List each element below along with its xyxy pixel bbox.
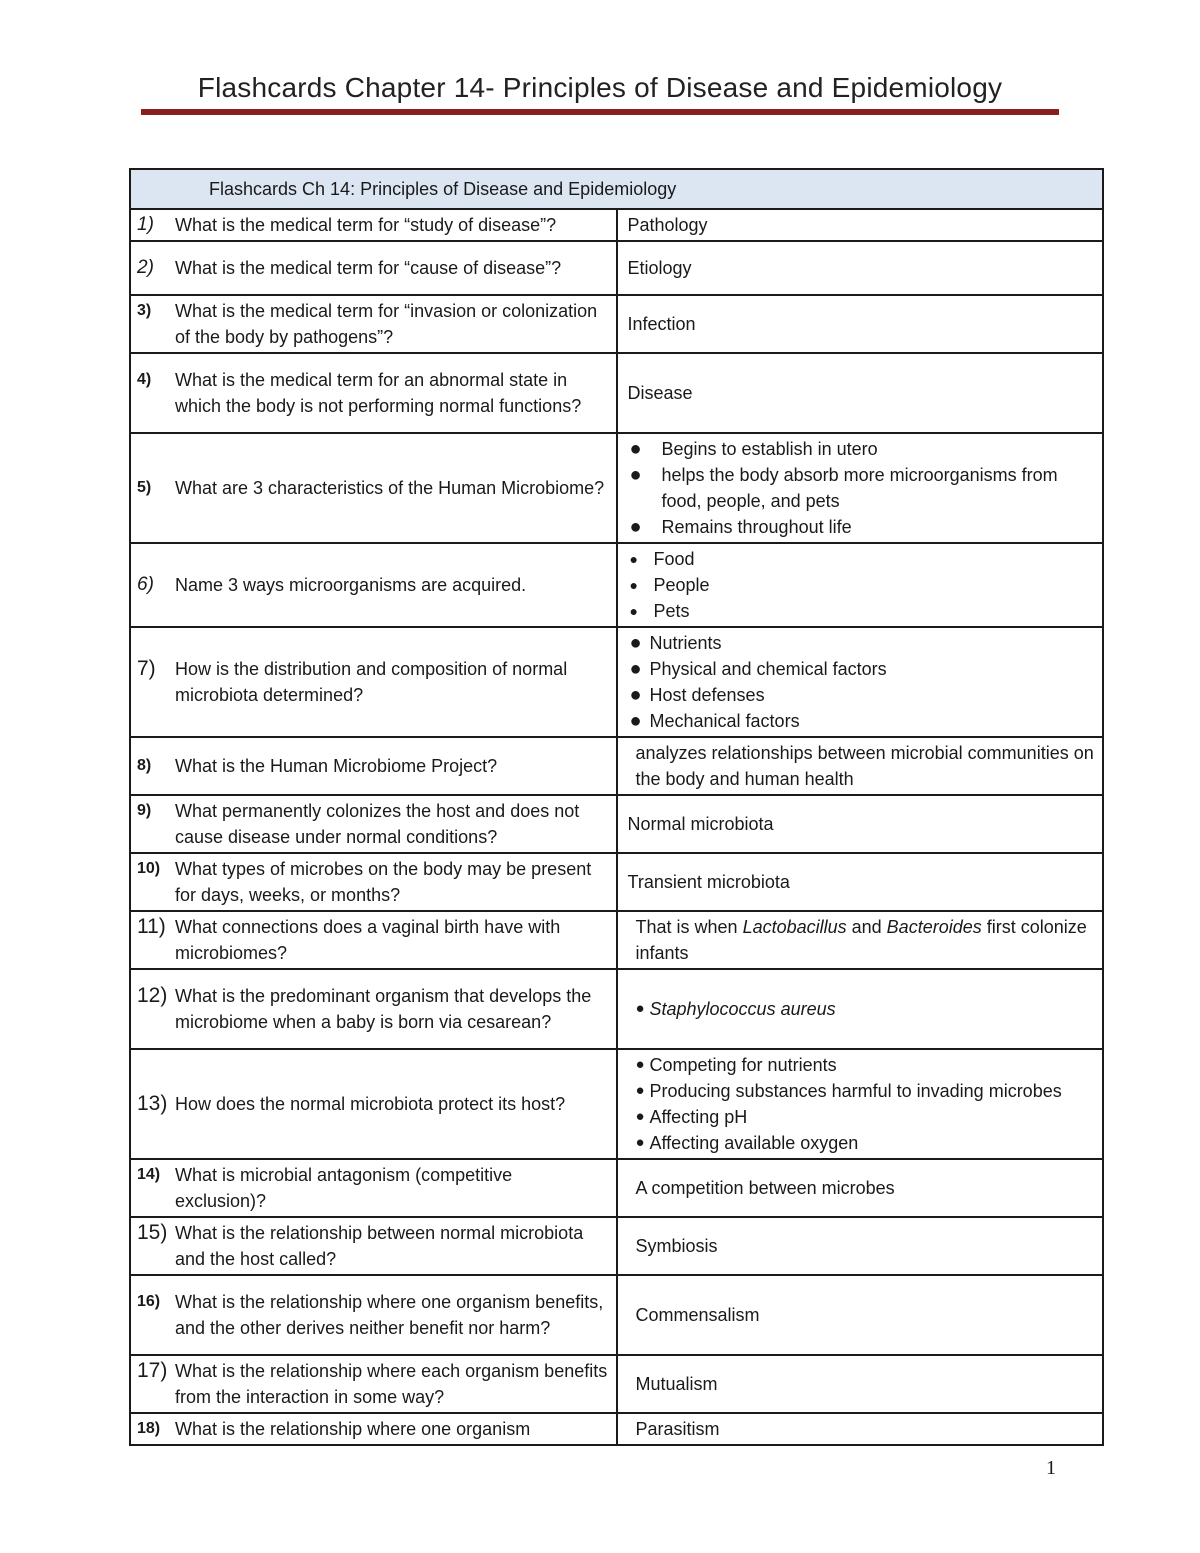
- list-item: ● Competing for nutrients: [636, 1052, 1095, 1078]
- bullet-icon: ●: [635, 1000, 645, 1017]
- question-number: 2): [137, 257, 154, 278]
- question-cell: [130, 353, 617, 433]
- list-item: ● People: [630, 572, 1095, 598]
- bullet-icon: ●: [629, 516, 642, 538]
- answer-cell: Mutualism: [617, 1355, 1104, 1413]
- question-cell: [130, 1159, 617, 1217]
- answer-cell: A competition between microbes: [617, 1159, 1104, 1217]
- table-row: [130, 627, 1103, 737]
- bullet-icon: ●: [635, 1082, 645, 1099]
- question-number: 13): [137, 1092, 168, 1115]
- answer-cell: [617, 627, 1104, 737]
- bullet-icon: ●: [629, 632, 642, 654]
- bullet-icon: ●: [635, 1056, 645, 1073]
- table-row: [130, 1413, 1103, 1445]
- question-text: What is the Human Microbiome Project?: [175, 756, 498, 776]
- question-text: What connections does a vaginal birth have with microbiomes?: [175, 917, 561, 963]
- list-item: ● Mechanical factors: [629, 710, 800, 732]
- question-number: 3): [137, 302, 152, 319]
- question-number: 8): [137, 757, 152, 774]
- question-number: 9): [137, 802, 152, 819]
- answer-cell: Normal microbiota: [617, 795, 1104, 853]
- list-item: ● Remains throughout life: [629, 516, 852, 538]
- question-text: What is the relationship where each organism benefits from the interaction in some way?: [175, 1361, 608, 1407]
- table-row: [130, 1159, 1103, 1217]
- question-cell: [130, 969, 617, 1049]
- question-number: 6): [137, 574, 154, 595]
- flashcards-table: [129, 168, 1104, 1446]
- question-text: How is the distribution and composition of normal microbiota determined?: [175, 659, 568, 705]
- answer-bullet-list: [630, 630, 1095, 734]
- answer-cell: Pathology: [617, 209, 1104, 241]
- question-cell: [130, 911, 617, 969]
- answer-cell: Infection: [617, 295, 1104, 353]
- question-text: What is the predominant organism that develops the microbiome when a baby is born via cesarean?: [175, 986, 592, 1032]
- answer-cell: [617, 969, 1104, 1049]
- list-item: ● Affecting available oxygen: [636, 1130, 1095, 1156]
- table-row: [130, 737, 1103, 795]
- table-heading: Flashcards Ch 14: Principles of Disease and Epidemiology: [130, 169, 1103, 209]
- answer-cell: [617, 1049, 1104, 1159]
- table-row: [130, 911, 1103, 969]
- table-row: [130, 295, 1103, 353]
- genus-name: Bacteroides: [886, 917, 982, 937]
- answer-bullet-list: [630, 436, 1095, 540]
- bullet-icon: ●: [629, 464, 642, 486]
- question-text: What is the medical term for “cause of disease”?: [175, 258, 562, 278]
- list-item: ● helps the body absorb more microorganisms from food, people, and pets: [630, 462, 1095, 514]
- list-item: ● Affecting pH: [636, 1104, 1095, 1130]
- question-cell: [130, 1217, 617, 1275]
- question-cell: [130, 737, 617, 795]
- question-text: Name 3 ways microorganisms are acquired.: [175, 575, 527, 595]
- table-row: [130, 1355, 1103, 1413]
- answer-cell: Transient microbiota: [617, 853, 1104, 911]
- bullet-icon: ●: [635, 1108, 645, 1125]
- question-text: What is the relationship between normal microbiota and the host called?: [175, 1223, 584, 1269]
- list-item: ● Nutrients: [629, 632, 722, 654]
- question-number: 11): [137, 915, 166, 938]
- list-item: ● Pets: [630, 598, 1095, 624]
- question-text: How does the normal microbiota protect its host?: [175, 1094, 566, 1114]
- page-number: 1: [1046, 1457, 1056, 1479]
- answer-cell: That is when Lactobacillus and Bacteroides first colonize infants: [617, 911, 1104, 969]
- table-row: [130, 433, 1103, 543]
- question-cell: [130, 1049, 617, 1159]
- document-title: Flashcards Chapter 14- Principles of Disease and Epidemiology: [197, 72, 1003, 103]
- question-number: 10): [137, 860, 161, 877]
- question-text: What is the medical term for “study of disease”?: [175, 215, 557, 235]
- question-cell: [130, 853, 617, 911]
- bullet-icon: ●: [629, 438, 642, 460]
- answer-cell: Commensalism: [617, 1275, 1104, 1355]
- list-item: ● Host defenses: [629, 684, 765, 706]
- list-item: ● Producing substances harmful to invading microbes: [636, 1078, 1095, 1104]
- question-text: What is the medical term for “invasion or colonization of the body by pathogens”?: [175, 301, 598, 347]
- bullet-icon: ●: [629, 577, 638, 593]
- question-cell: [130, 1275, 617, 1355]
- answer-cell: analyzes relationships between microbial communities on the body and human health: [617, 737, 1104, 795]
- question-cell: [130, 1355, 617, 1413]
- answer-cell: Disease: [617, 353, 1104, 433]
- bullet-icon: ●: [629, 658, 642, 680]
- question-number: 5): [137, 479, 152, 496]
- table-row: [130, 543, 1103, 627]
- question-text: What is microbial antagonism (competitive exclusion)?: [175, 1165, 513, 1211]
- genus-name: Lactobacillus: [742, 917, 847, 937]
- bullet-icon: ●: [635, 1134, 645, 1151]
- table-row: [130, 1049, 1103, 1159]
- table-row: [130, 1275, 1103, 1355]
- table-row: [130, 795, 1103, 853]
- question-number: 14): [137, 1166, 161, 1183]
- question-number: 7): [137, 657, 156, 680]
- list-item: ● Begins to establish in utero: [629, 438, 878, 460]
- table-row: [130, 853, 1103, 911]
- bullet-icon: ●: [629, 551, 638, 567]
- list-item: ● Food: [630, 546, 1095, 572]
- table-header-row: [130, 169, 1103, 209]
- answer-cell: [617, 433, 1104, 543]
- question-cell: [130, 209, 617, 241]
- question-text: What is the relationship where one organism: [175, 1419, 531, 1439]
- question-cell: [130, 627, 617, 737]
- question-cell: [130, 795, 617, 853]
- answer-cell: Parasitism: [617, 1413, 1104, 1445]
- question-cell: [130, 295, 617, 353]
- question-text: What are 3 characteristics of the Human Microbiome?: [175, 478, 605, 498]
- answer-cell: [617, 543, 1104, 627]
- question-text: What types of microbes on the body may be present for days, weeks, or months?: [175, 859, 592, 905]
- list-item: ● Staphylococcus aureus: [636, 996, 1095, 1022]
- question-cell: [130, 241, 617, 295]
- question-number: 18): [137, 1420, 161, 1437]
- bullet-icon: ●: [629, 710, 642, 732]
- list-item: ● Physical and chemical factors: [629, 658, 887, 680]
- question-cell: [130, 433, 617, 543]
- question-text: What permanently colonizes the host and does not cause disease under normal conditions?: [175, 801, 580, 847]
- question-text: What is the medical term for an abnormal state in which the body is not performing normal functions?: [175, 370, 582, 416]
- answer-bullet-list: [636, 1052, 1095, 1156]
- title-underline-rule: [141, 109, 1059, 115]
- question-number: 12): [137, 984, 168, 1007]
- question-number: 15): [137, 1221, 168, 1244]
- question-cell: [130, 1413, 617, 1445]
- table-row: [130, 209, 1103, 241]
- table-row: [130, 969, 1103, 1049]
- answer-cell: Symbiosis: [617, 1217, 1104, 1275]
- question-number: 16): [137, 1293, 161, 1310]
- answer-cell: Etiology: [617, 241, 1104, 295]
- question-number: 1): [137, 214, 154, 235]
- question-number: 17): [137, 1359, 168, 1382]
- answer-bullet-list: [636, 996, 1095, 1022]
- question-text: What is the relationship where one organism benefits, and the other derives neither benefit nor harm?: [175, 1292, 604, 1338]
- answer-bullet-list: [630, 546, 1095, 624]
- question-cell: [130, 543, 617, 627]
- table-row: [130, 241, 1103, 295]
- table-row: [130, 1217, 1103, 1275]
- table-row: [130, 353, 1103, 433]
- bullet-icon: ●: [629, 603, 638, 619]
- bullet-icon: ●: [629, 684, 642, 706]
- question-number: 4): [137, 371, 152, 388]
